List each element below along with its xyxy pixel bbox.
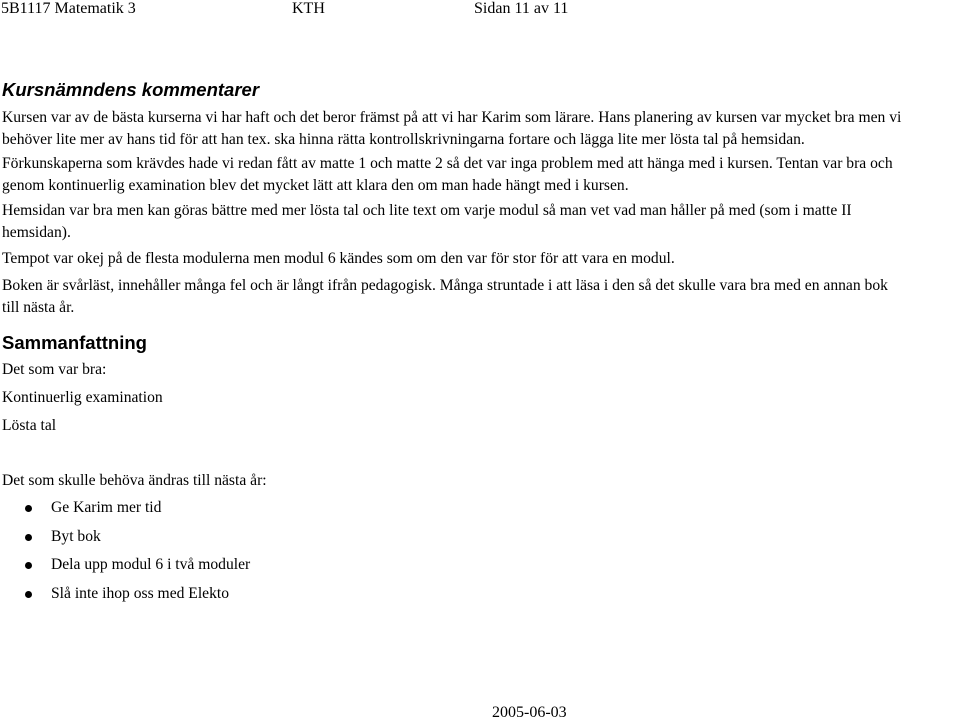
paragraph-line: Kursen var av de bästa kurserna vi har haft och det beror främst på att vi har Karim som lärare. Hans planering av kursen var mycket bra men vi bbox=[2, 109, 902, 126]
summary-heading: Sammanfattning bbox=[2, 332, 147, 353]
header-school: KTH bbox=[292, 0, 325, 17]
paragraph-line: Tempot var okej på de flesta modulerna men modul 6 kändes som om den var för stor för att vara en modul. bbox=[2, 250, 675, 267]
bullet-icon bbox=[25, 562, 32, 569]
paragraph-line: Förkunskaperna som krävdes hade vi redan fått av matte 1 och matte 2 så det var inga problem med att hänga med i kursen. Tentan var bra och bbox=[2, 155, 893, 172]
paragraph-line: Hemsidan var bra men kan göras bättre med mer lösta tal och lite text om varje modul så man vet vad man håller på med (som i matte II bbox=[2, 202, 852, 219]
paragraph-line: genom kontinuerlig examination blev det mycket lätt att klara den om man hade hängt med i kursen. bbox=[2, 177, 629, 194]
list-item-text: Ge Karim mer tid bbox=[51, 499, 162, 516]
list-item-text: Dela upp modul 6 i två moduler bbox=[51, 556, 251, 574]
footer-date: 2005-06-03 bbox=[492, 704, 567, 721]
comment-paragraph-pace bbox=[2, 248, 958, 270]
list-item-text: Slå inte ihop oss med Elekto bbox=[51, 585, 230, 603]
header-page-number: Sidan 11 av 11 bbox=[474, 0, 569, 17]
comment-paragraph-prerequisites bbox=[2, 153, 958, 197]
comment-paragraph-teacher bbox=[2, 107, 958, 151]
bullet-icon bbox=[25, 534, 32, 541]
paragraph-line: Boken är svårläst, innehåller många fel och är långt ifrån pedagogisk. Många struntade i att läsa i den så det skulle vara bra med en annan bok bbox=[2, 277, 888, 294]
comment-paragraph-book bbox=[2, 275, 958, 319]
bullet-icon bbox=[25, 505, 32, 512]
good-label: Det som var bra: bbox=[2, 361, 107, 378]
change-label: Det som skulle behöva ändras till nästa år: bbox=[2, 472, 267, 489]
paragraph-line: till nästa år. bbox=[2, 299, 75, 316]
good-item: Lösta tal bbox=[2, 417, 57, 434]
good-item: Kontinuerlig examination bbox=[2, 389, 163, 406]
comment-paragraph-website bbox=[2, 200, 958, 244]
paragraph-line: behöver lite mer av hans tid för att han tex. ska hinna rätta kontrollskrivningarna fortare och lägga lite mer lösta tal på hemsidan. bbox=[2, 131, 805, 148]
paragraph-line: hemsidan). bbox=[2, 224, 71, 241]
bullet-icon bbox=[25, 591, 32, 598]
comments-heading: Kursnämndens kommentarer bbox=[2, 79, 260, 100]
list-item-text: Byt bok bbox=[51, 527, 101, 545]
header-course: 5B1117 Matematik 3 bbox=[1, 0, 136, 17]
